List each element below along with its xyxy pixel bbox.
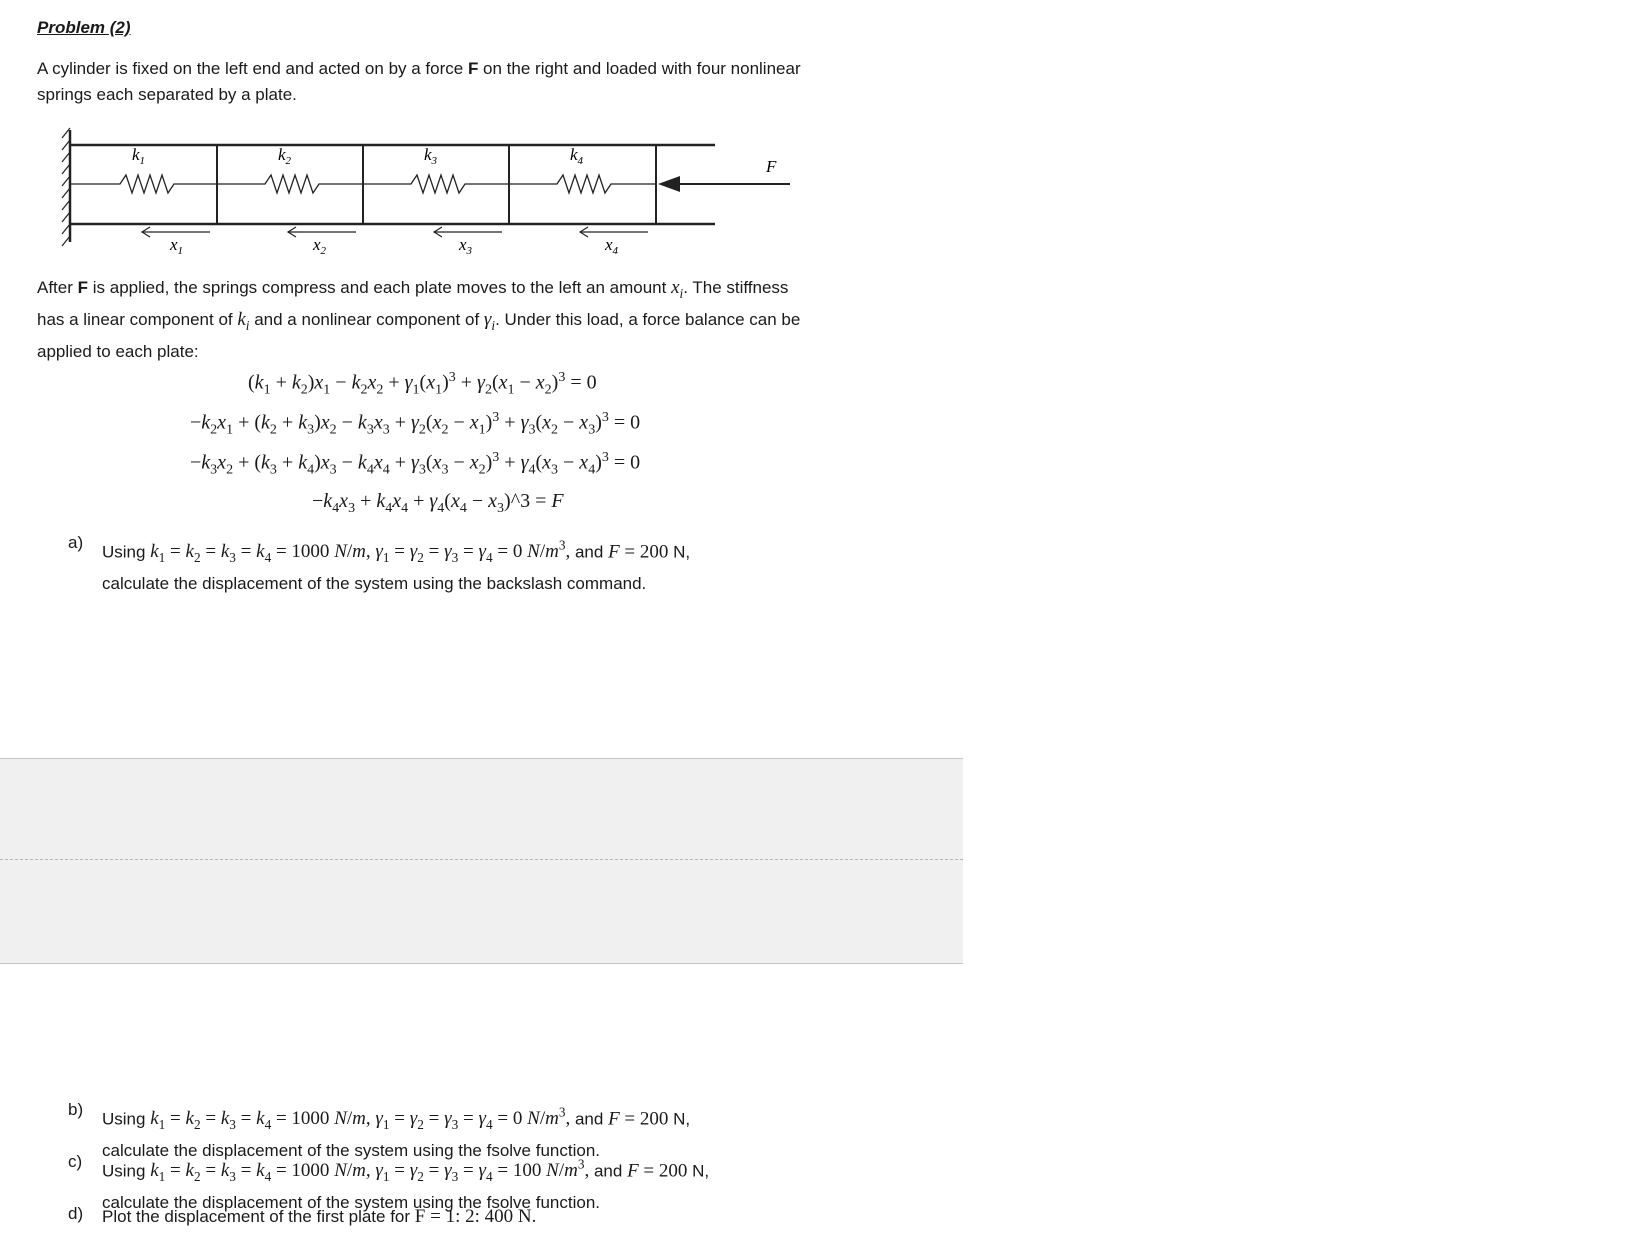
- question-b-text: Using $k_1 = k_2 = k_3 = k_4 = 1000$ N/m, $\gamma_1 = \gamma_2 = \gamma_3 = \gamma_4 = 0$ $N/m^3$, and F = 200 N, calculate the displacement of the system using the fsolve function.: [102, 1105, 691, 1161]
- displacement-arrows: [142, 227, 648, 237]
- question-a-label: a): [68, 533, 84, 552]
- question-d-text: Plot the displacement of the first plate for F = 1: 2: 400 N.: [102, 1206, 537, 1227]
- answer-area[interactable]: [0, 758, 963, 964]
- problem-title: Problem (2): [37, 18, 131, 37]
- spring-4: [509, 175, 656, 193]
- spring-2: [217, 175, 363, 193]
- question-d-label: d): [68, 1204, 84, 1223]
- intro-paragraph: A cylinder is fixed on the left end and acted on by a force F on the right and loaded with four nonlinear springs each separated by a plate.: [37, 59, 801, 104]
- spring-1: [70, 175, 217, 193]
- question-a-text: Using $k_1 = k_2 = k_3 = k_4 = 1000$ N/m, $\gamma_1 = \gamma_2 = \gamma_3 = \gamma_4 = 0$ $N/m^3$, and F = 200 N, calculate the displacement of the system using the backslash command.: [102, 538, 691, 594]
- description-paragraph: After F is applied, the springs compress and each plate moves to the left an amount $x_i$. The stiffness has a linear component of $k_i$ and a nonlinear component of $\gamma_i$. Under this load, a force balance can be applied to each plate:: [37, 277, 801, 361]
- equation-3: $-k_3x_2 + (k_3 + k_4)x_3 - k_4x_4 + \gamma_3(x_3 - x_2)^3 + \gamma_4(x_3 - x_4)^3 = 0$: [190, 450, 641, 478]
- force-arrowhead: [658, 176, 680, 192]
- question-c-text: Using $k_1 = k_2 = k_3 = k_4 = 1000$ N/m, $\gamma_1 = \gamma_2 = \gamma_3 = \gamma_4 = 100$ $N/m^3$, and F = 200 N, calculate the displacement of the system using the fsolve function.: [102, 1157, 710, 1213]
- answer-divider: [0, 859, 963, 860]
- label-k2: $k_2$: [278, 145, 292, 167]
- question-b-label: b): [68, 1100, 84, 1119]
- equation-1: $(k_1 + k_2)x_1 - k_2x_2 + \gamma_1(x_1)^3 + \gamma_2(x_1 - x_2)^3 = 0$: [248, 370, 597, 398]
- spring-cylinder-diagram: [60, 120, 800, 260]
- question-c-label: c): [68, 1152, 83, 1171]
- label-F: F: [766, 157, 777, 176]
- spring-3: [363, 175, 509, 193]
- equation-2: $-k_2x_1 + (k_2 + k_3)x_2 - k_3x_3 + \gamma_2(x_2 - x_1)^3 + \gamma_3(x_2 - x_3)^3 = 0$: [190, 410, 641, 438]
- label-x3: $x_3$: [459, 235, 473, 257]
- label-x1: $x_1$: [170, 235, 184, 257]
- label-x4: $x_4$: [605, 235, 619, 257]
- label-k4: $k_4$: [570, 145, 584, 167]
- label-k1: $k_1$: [132, 145, 146, 167]
- equation-4: $-k_4x_3 + k_4x_4 + \gamma_4(x_4$ − $x_3)\^{}3 = F$: [312, 490, 564, 516]
- label-x2: $x_2$: [313, 235, 327, 257]
- label-k3: $k_3$: [424, 145, 438, 167]
